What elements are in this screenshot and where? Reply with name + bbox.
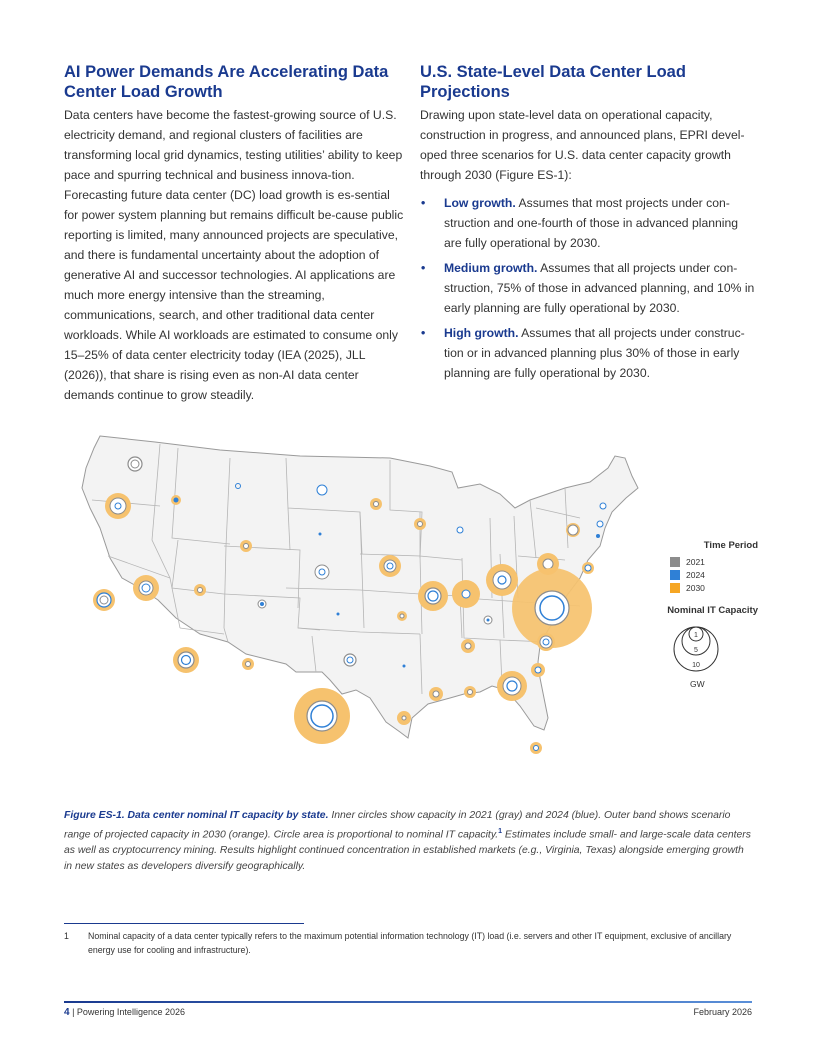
bubble-alabama	[464, 686, 476, 698]
footnote	[64, 929, 754, 957]
capacity-tick-1: 1	[694, 632, 698, 639]
footnote-text: Nominal capacity of a data center typically refers to the maximum potential information technology (IT) load (i.e. servers and other IT equipment, exclusive of ancillary energy use for cooling and infrastructure).	[88, 931, 732, 955]
section-paragraph-ai-power: Data centers have become the fastest-growing source of U.S. electricity demand, and regional clusters of facilities are transforming local grid dynamics, testing utilities’ ability to keep pace and spurring technical and business innova-tion. Forecasting future data center (DC) load growth is es-sential for power system planning but remains difficult be-cause public reporting is limited, many announced projects are speculative, and there is fundamental uncertainty about the adoption of generative AI and successor technologies. AI applications are much more energy intensive than the streaming, communications, search, and other traditional data center workloads. While AI workloads are estimated to consume only 15–25% of data center electricity today (IEA (2025), JLL (2026)), that share is rising even as non-AI data center demands continue to grow steadily.	[64, 108, 404, 402]
bubble-utah	[194, 584, 206, 596]
publication-title: Powering Intelligence 2026	[76, 1007, 185, 1017]
scenario-item-medium	[420, 258, 755, 318]
footnote-ref[interactable]: 1	[498, 828, 503, 835]
section-heading-ai-power: AI Power Demands Are Accelerating Data Center Load Growth	[64, 63, 389, 101]
section-intro-state-projections: Drawing upon state-level data on operational capacity, construction in progress, and announced plans, EPRI devel-oped three scenarios for U.S. data center capacity growth through 2030 (Figure ES-1):	[420, 108, 745, 182]
bubble-oregon	[105, 493, 131, 519]
bullet-icon: •	[421, 261, 426, 275]
bubble-nevada	[133, 575, 159, 601]
legend-capacity-title: Nominal IT Capacity	[667, 605, 758, 616]
legend-label-2024: 2024	[686, 570, 705, 580]
bubble-mississippi	[429, 687, 443, 701]
figure-caption	[64, 808, 754, 875]
bubble-minnesota	[370, 498, 382, 510]
bullet-icon: •	[421, 196, 426, 210]
bubble-michigan	[457, 527, 463, 533]
us-data-center-map	[60, 428, 660, 798]
publication-date: February 2026	[693, 1007, 752, 1017]
bubble-ohio	[486, 564, 518, 596]
scenario-text: Assumes that all projects under construc-tion or in advanced planning plus 30% of those in early planning are fully operational by 2030.	[444, 326, 745, 380]
capacity-tick-5: 5	[694, 647, 698, 654]
legend-row-2024	[648, 570, 758, 580]
bubble-south-dakota	[319, 533, 322, 536]
footnote-number: 1	[64, 931, 69, 941]
caption-lead: Figure ES-1. Data center nominal IT capacity by state.	[64, 810, 329, 821]
bubble-washington	[128, 457, 142, 471]
scenario-list	[420, 193, 755, 383]
left-column	[64, 62, 404, 405]
bubble-illinois	[418, 581, 448, 611]
legend-label-2030: 2030	[686, 583, 705, 593]
legend-row-2030	[648, 583, 758, 593]
capacity-scale-icon	[648, 622, 758, 674]
bubble-missouri	[397, 611, 407, 621]
bubble-wyoming	[240, 540, 252, 552]
bubble-nebraska	[315, 565, 329, 579]
bubble-south-carolina	[531, 663, 545, 677]
bubble-wisconsin	[414, 518, 426, 530]
scenario-item-high	[420, 323, 755, 383]
bubble-kentucky	[484, 616, 492, 624]
capacity-tick-10: 10	[692, 662, 700, 669]
bubble-new-york	[566, 523, 580, 537]
bubble-louisiana	[397, 711, 411, 725]
bubble-georgia	[497, 671, 527, 701]
bubble-tennessee	[461, 639, 475, 653]
scenario-text: Assumes that all projects under con-struction, 75% of those in advanced planning, and 10% in early planning are fully operational by 2030.	[444, 261, 755, 315]
scenario-item-low	[420, 193, 755, 253]
bubble-colorado	[258, 600, 266, 608]
bubble-new-jersey	[582, 562, 594, 574]
page-number: 4	[64, 1007, 70, 1018]
bubble-north-dakota	[317, 485, 327, 495]
bubble-arkansas	[403, 665, 406, 668]
footer-left	[64, 1007, 185, 1018]
bullet-icon: •	[421, 326, 426, 340]
bubble-kansas	[337, 613, 340, 616]
footer-separator: |	[69, 1007, 77, 1017]
bubble-iowa	[379, 555, 401, 577]
bubble-arizona	[173, 647, 199, 673]
legend-swatch-2024	[670, 570, 680, 580]
section-heading-state-projections: U.S. State-Level Data Center Load Projections	[420, 63, 686, 101]
scenario-lead: Medium growth.	[444, 261, 538, 275]
footnote-divider	[64, 923, 304, 924]
bubble-california	[93, 589, 115, 611]
caption-text-2: Estimates include small- and large-scale data centers as well as cryptocurrency mining. Results highlight continued concentration in established markets (e.g., Virginia, Texas) alongside emerging growth in new states as developers diversify geographically.	[64, 829, 751, 873]
bubble-texas	[294, 688, 350, 744]
bubble-oklahoma	[344, 654, 356, 666]
scenario-lead: High growth.	[444, 326, 519, 340]
us-map-svg	[60, 428, 660, 798]
page-footer	[64, 1007, 752, 1018]
bubble-indiana	[452, 580, 480, 608]
bubble-florida	[530, 742, 542, 754]
legend-row-2021	[648, 557, 758, 567]
caption-text: Inner circles show capacity in 2021 (gray) and 2024 (blue). Outer band shows scenario range of projected capacity in 2030 (orange). Circle area is proportional to nominal IT capacity.	[64, 810, 731, 841]
legend-swatch-2021	[670, 557, 680, 567]
legend-time-title: Time Period	[703, 540, 758, 551]
legend-swatch-2030	[670, 583, 680, 593]
scenario-lead: Low growth.	[444, 196, 516, 210]
bubble-idaho	[171, 495, 181, 505]
map-legend	[648, 540, 758, 689]
bubble-new-mexico	[242, 658, 254, 670]
legend-label-2021: 2021	[686, 557, 705, 567]
right-column	[420, 62, 755, 388]
bubble-north-carolina	[537, 633, 555, 651]
scenario-text: Assumes that most projects under con-struction and one-fourth of those in advanced planning are fully operational by 2030.	[444, 196, 739, 250]
capacity-unit: GW	[690, 679, 705, 689]
footer-divider	[64, 1001, 752, 1003]
